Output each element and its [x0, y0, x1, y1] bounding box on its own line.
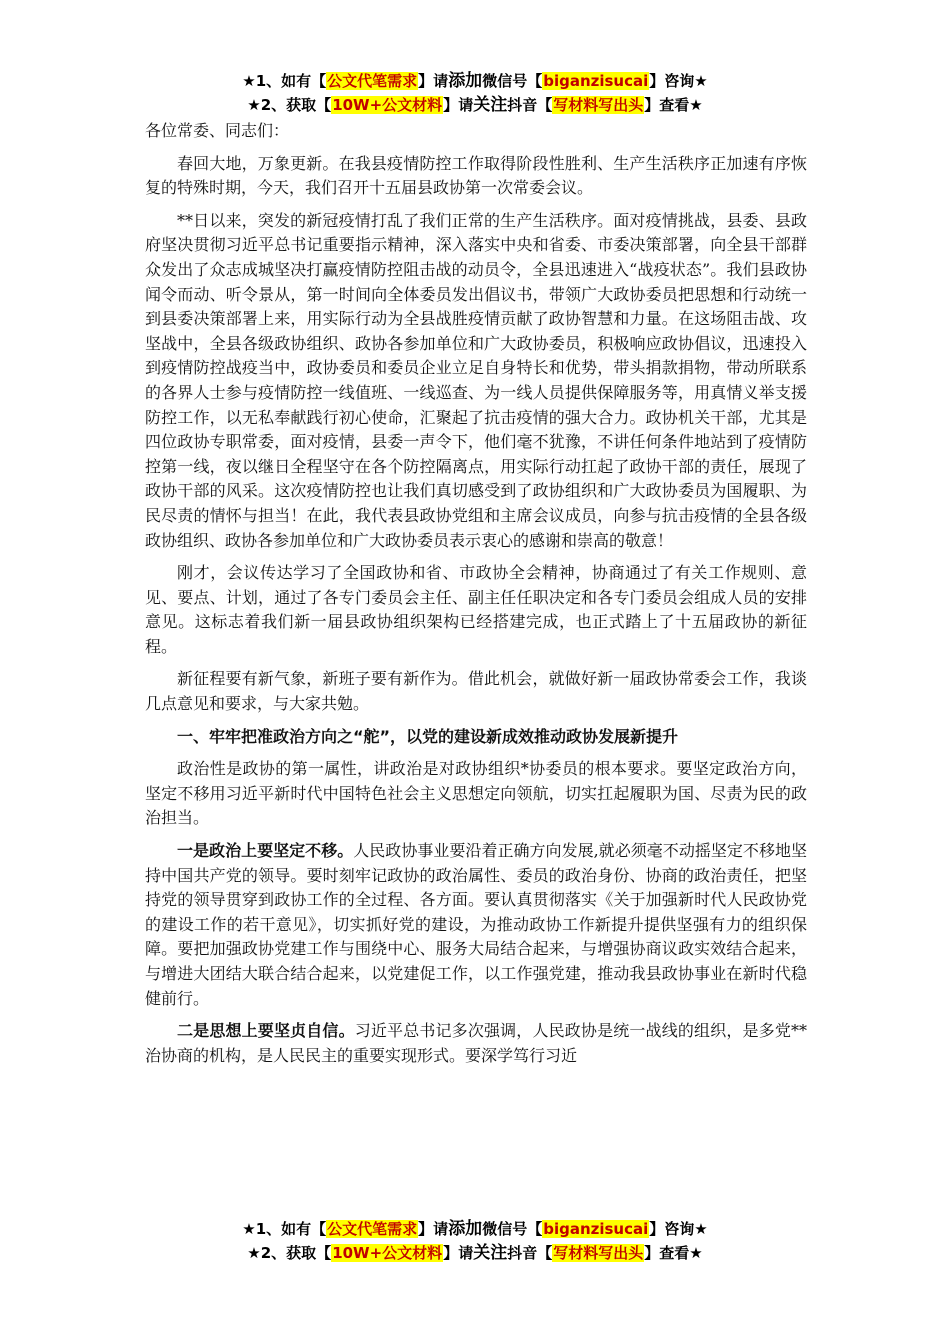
paragraph-7-text: 习近平总书记多次强调，人民政协是统一战线的组织，是多党**治协商的机构，是人民民主的重要实现形式。要深学笃行习近 [145, 1021, 807, 1065]
banner-text: ★1、如有【 [242, 72, 327, 90]
paragraph-5: 政治性是政协的第一属性，讲政治是对政协组织*协委员的根本要求。要坚定政治方向，坚定不移用习近平新时代中国特色社会主义思想定向领航，切实扛起履职为国、尽责为民的政治担当。 [145, 759, 807, 828]
banner-emphasis: 添加 [448, 71, 483, 91]
banner-highlight: 10W+公文材料 [332, 96, 443, 114]
banner-emphasis: 添加 [448, 1219, 483, 1239]
section-heading-1: 一、牢牢把准政治方向之“舵”，以党的建设新成效推动政协发展新提升 [177, 726, 679, 746]
banner-text: 】请 [443, 1244, 474, 1262]
banner-text: 】查看★ [644, 1244, 703, 1262]
banner-highlight: 10W+公文材料 [332, 1244, 443, 1262]
paragraph-1: 春回大地，万象更新。在我县疫情防控工作取得阶段性胜利、生产生活秩序正加速有序恢复的特殊时期，今天，我们召开十五届县政协第一次常委会议。 [145, 153, 807, 198]
banner-text: 】请 [418, 1220, 449, 1238]
banner-text: 微信号【 [482, 1220, 543, 1238]
banner-text: 微信号【 [482, 72, 543, 90]
promo-banner-bottom-line-1 [0, 1218, 950, 1240]
banner-text: ★2、获取【 [247, 1244, 332, 1262]
paragraph-7 [145, 1019, 807, 1068]
document-body [145, 119, 807, 1076]
banner-highlight: 写材料写出头 [553, 1244, 644, 1262]
paragraph-6-lead: 一是政治上要坚定不移。 [177, 841, 354, 861]
banner-text: 】请 [443, 96, 474, 114]
banner-text: ★2、获取【 [247, 96, 332, 114]
paragraph-2: **日以来，突发的新冠疫情打乱了我们正常的生产生活秩序。面对疫情挑战，县委、县政府坚决贯彻习近平总书记重要指示精神，深入落实中央和省委、市委决策部署，向全县干部群众发出了众志成城坚决打赢疫情防控阻击战的动员令，全县迅速进入“战疫状态”。我们县政协闻令而动、听令景从，第一时间向全体委员发出倡议书，带领广大政协委员把思想和行动统一到县委决策部署上来，用实际行动为全县战胜疫情贡献了政协智慧和力量。在这场阻击战、攻坚战中，全县各级政协组织、政协各参加单位和广大政协委员，积极响应政协倡议，迅速投入到疫情防控战疫当中，政协委员和委员企业立足自身特长和优势，带头捐款捐物，带动所联系的各界人士参与疫情防控一线值班、一线巡查、为一线人员提供保障服务等，用真情义举支援防控工作，以无私奉献践行初心使命，汇聚起了抗击疫情的强大合力。政协机关干部，尤其是四位政协专职常委，面对疫情，县委一声令下，他们毫不犹豫，不讲任何条件地站到了疫情防控第一线，夜以继日全程坚守在各个防控隔离点，用实际行动扛起了政协干部的责任，展现了政协干部的风采。这次疫情防控也让我们真切感受到了政协组织和广大政协委员为国履职、为民尽责的情怀与担当！在此，我代表县政协党组和主席会议成员，向参与抗击疫情的全县各级政协组织、政协各参加单位和广大政协委员表示衷心的感谢和崇高的敬意！ [145, 210, 807, 550]
salutation: 各位常委、同志们： [145, 121, 290, 140]
promo-banner-top-line-2 [0, 94, 950, 116]
banner-text: 】咨询★ [649, 72, 708, 90]
banner-highlight: biganzisucai [543, 1220, 649, 1238]
banner-text: ★1、如有【 [242, 1220, 327, 1238]
banner-highlight: biganzisucai [543, 72, 649, 90]
paragraph-7-lead: 二是思想上要坚贞自信。 [177, 1021, 355, 1041]
paragraph-4: 新征程要有新气象，新班子要有新作为。借此机会，就做好新一届政协常委会工作，我谈几点意见和要求，与大家共勉。 [145, 669, 807, 714]
promo-banner-bottom-line-2 [0, 1242, 950, 1264]
banner-text: 】咨询★ [649, 1220, 708, 1238]
banner-text: 抖音【 [507, 1244, 553, 1262]
banner-emphasis: 关注 [473, 1243, 508, 1263]
banner-highlight: 公文代笔需求 [327, 72, 418, 90]
banner-highlight: 写材料写出头 [553, 96, 644, 114]
paragraph-6 [145, 839, 807, 1011]
banner-text: 】查看★ [644, 96, 703, 114]
banner-text: 抖音【 [507, 96, 553, 114]
banner-highlight: 公文代笔需求 [327, 1220, 418, 1238]
promo-banner-top-line-1 [0, 70, 950, 92]
banner-emphasis: 关注 [473, 95, 508, 115]
paragraph-6-text: 人民政协事业要沿着正确方向发展,就必须毫不动摇坚定不移地坚持中国共产党的领导。要时刻牢记政协的政治属性、委员的政治身份、协商的政治责任，把坚持党的领导贯穿到政协工作的全过程、各方面。要认真贯彻落实《关于加强新时代人民政协党的建设工作的若干意见》，切实抓好党的建设，为推动政协工作新提升提供坚强有力的组织保障。要把加强政协党建工作与围绕中心、服务大局结合起来，与增强协商议政实效结合起来，与增进大团结大联合结合起来，以党建促工作，以工作强党建，推动我县政协事业在新时代稳健前行。 [145, 841, 807, 1008]
paragraph-3: 刚才，会议传达学习了全国政协和省、市政协全会精神，协商通过了有关工作规则、意见、要点、计划，通过了各专门委员会主任、副主任任职决定和各专门委员会组成人员的安排意见。这标志着我们新一届县政协组织架构已经搭建完成，也正式踏上了十五届政协的新征程。 [145, 563, 807, 656]
banner-text: 】请 [418, 72, 449, 90]
